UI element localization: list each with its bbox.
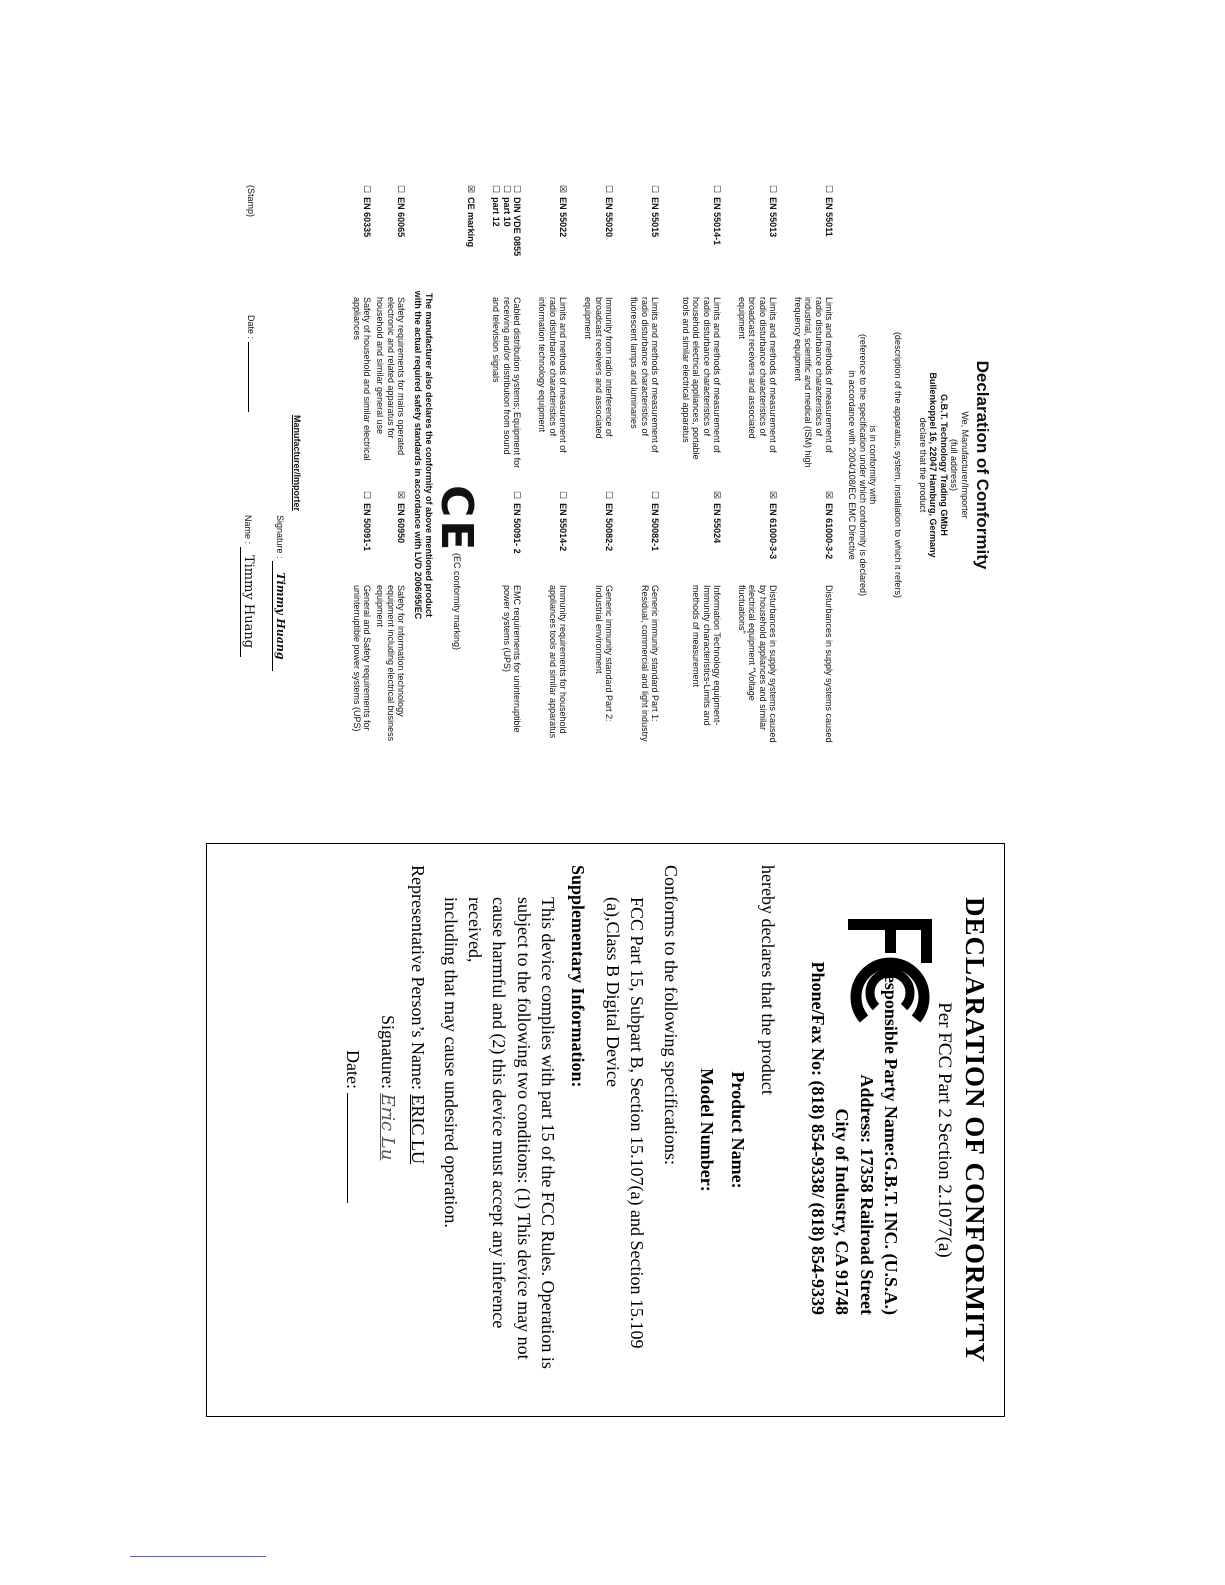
standard-code: EN 50082-2 [604, 503, 615, 552]
checkbox-icon: ☒ [396, 491, 407, 500]
eu-company-name: G.B.T. Technology Trading GMbH [938, 394, 949, 536]
eu-description-line: (description of the apparatus, system, installation to which it refers) [892, 331, 903, 599]
model-number-label: Model Number: [697, 1068, 718, 1192]
manufacturer-label: Manufacturer/Importer [292, 415, 302, 512]
din-part: part 12 [491, 197, 502, 227]
supplementary-text-1: This device complies with part 15 of the FCC Rules. Operation is [537, 897, 558, 1369]
checkbox-icon: ☐ [768, 185, 779, 194]
standard-code: EN 61000-3-3 [768, 503, 779, 560]
conforms-line: Conforms to the following specifications: [661, 865, 682, 1165]
standard-code: EN 60950 [396, 503, 407, 544]
spec-line-1: FCC Part 15, Subpart B, Section 15.107(a) and Section 15.109 [626, 897, 647, 1349]
lvd-line-2: with the actual required safety standards in accordance with LVD 2006/95/EC [413, 290, 424, 620]
standard-description: Disturbances in supply systems caused [824, 585, 835, 743]
fcc-subtitle: Per FCC Part 2 Section 2.1077(a) [933, 1002, 955, 1258]
standard-code: EN 50082-1 [650, 503, 661, 552]
checkbox-icon: ☐ [362, 491, 373, 500]
standard-code: EN 55020 [604, 197, 615, 238]
fcc-signature-handwriting: Eric Lu [377, 1093, 399, 1161]
fcc-title: DECLARATION OF CONFORMITY [960, 896, 990, 1363]
standard-description: Cabled distribution systems; Equipment for receiving and/or distribution from sound and television signals [491, 297, 523, 469]
name-value: Timmy Huang [240, 547, 256, 657]
fcc-signature-label: Signature: [378, 1015, 399, 1089]
standard-description: Immunity from radio interference of broadcast receivers and associated equipment [583, 297, 615, 439]
eu-manufacturer-line: We, Manufacturer/Importer [959, 411, 970, 519]
standard-code: EN 55022 [558, 197, 569, 238]
standard-code: EN 55024 [712, 503, 723, 544]
signature-label: Signature : [275, 515, 285, 559]
city-value: City of Industry, CA 91748 [832, 1108, 853, 1315]
eu-standard-row [660, 185, 722, 745]
din-part: part 10 [501, 197, 512, 227]
party-value: G.B.T. INC. (U.S.A.) [881, 1156, 901, 1315]
standard-description: Safety requirements for mains operated electronic and related apparatus for household and similar general use [375, 297, 407, 456]
standard-code: EN 55014-2 [558, 503, 569, 552]
eu-reference-line: (reference to the specification under which conformity is declared) [857, 333, 868, 597]
standard-code: EN 55015 [650, 197, 661, 238]
address-value: 17358 Railroad Street [856, 1147, 877, 1315]
standard-description: Limits and methods of measurement of radio disturbance characteristics of industrial, scientific and medical (ISM) high frequency equipment [792, 297, 835, 468]
standard-description: Immunity requirements for household appliances tools and similar apparatus [547, 585, 569, 739]
declares-line: hereby declares that the product [758, 865, 778, 1095]
date-label: Date : [246, 315, 256, 340]
checkbox-icon: ☐ [396, 185, 407, 194]
standard-code: DIN VDE 0855 [512, 197, 523, 257]
supplementary-text-2: subject to the following two conditions: (1) This device may not [513, 897, 534, 1360]
spec-line-2: (a),Class B Digital Device [602, 897, 623, 1087]
eu-title: Declaration of Conformity [973, 360, 992, 570]
standard-code: EN 60065 [396, 197, 407, 238]
eu-standards-list [342, 185, 834, 745]
eu-directive-line: in accordance with 2004/108/EC EMC Directive [847, 370, 858, 560]
responsible-party-block [806, 935, 903, 1315]
representative-name: ERIC LU [408, 1094, 429, 1164]
checkbox-icon: ☐ [362, 185, 373, 194]
eu-full-address-line: (full address) [949, 438, 960, 492]
standard-code: EN 55014-1 [712, 197, 723, 246]
eu-safety-row [342, 185, 372, 745]
signature-handwriting: Timmy Huang [272, 561, 286, 671]
standard-description: Limits and methods of measurement of radio disturbance characteristics of broadcast receivers and associated equipment [736, 297, 779, 453]
checkbox-icon: ☒ [466, 185, 477, 194]
standard-description: Limits and methods of measurement of radio disturbance characteristics of fluorescent lamps and luminaries [629, 297, 661, 453]
standard-description: Information Technology equipment-Immunity characteristics-Limits and methods of measurement [691, 585, 723, 726]
eu-standard-row [614, 185, 660, 745]
supplementary-text-4: including that may cause undesired operation. [440, 897, 461, 1228]
standard-code: EN 50091- 2 [512, 503, 523, 554]
eu-standard-row [722, 185, 778, 745]
checkbox-icon: ☒ [558, 185, 569, 194]
ce-marking-label: CE marking [466, 197, 477, 248]
eu-standard-row [778, 185, 834, 745]
product-name-label: Product Name: [727, 1071, 748, 1189]
fcc-body [341, 865, 780, 1395]
eu-header [846, 185, 992, 745]
representative-label: Representative Person’s Name: [408, 865, 429, 1090]
standard-code: EN 55011 [824, 197, 835, 237]
supplementary-label: Supplementary Information: [568, 865, 589, 1088]
ce-mark-icon: CE [431, 485, 483, 554]
phone-value: (818) 854-9338/ (818) 854-9339 [808, 1080, 829, 1315]
checkbox-icon: ☒ [768, 491, 779, 500]
checkbox-icon: ☒ [824, 491, 835, 500]
checkbox-icon: ☐ [824, 185, 835, 194]
lvd-declaration [406, 185, 434, 745]
standard-description: Generic immunity standard Part 2: Industrial environment [593, 585, 615, 722]
footer-link-underline[interactable] [130, 1556, 266, 1557]
standard-description: Limits and methods of measurement of radio disturbance characteristics of household electrical appliances, portable tools and similar electrical apparatus [680, 297, 723, 460]
eu-standard-row [522, 185, 568, 745]
standard-description: Safety for information technology equipment including electrical business equipment [375, 585, 407, 742]
eu-signature-area [232, 185, 302, 745]
standard-description: Generic immunity standard Part 1: Residual, commercial and light industry [639, 585, 661, 742]
checkbox-icon: ☐ [604, 185, 615, 194]
standard-code: EN 55013 [768, 197, 779, 238]
eu-standard-row [476, 185, 522, 745]
standard-code: EN 60335 [362, 197, 373, 238]
supplementary-text-3: cause harmful and (2) this device must accept any inference received, [465, 897, 510, 1329]
checkbox-icon: ☐ [512, 185, 523, 194]
stamp-label: (Stamp) [246, 185, 256, 218]
name-label: Name : [243, 515, 253, 545]
standard-code: EN 61000-3-2 [824, 503, 835, 560]
phone-label: Phone/Fax No: [808, 961, 829, 1077]
address-label: Address: [856, 1074, 877, 1144]
fcc-declaration [215, 865, 995, 1395]
lvd-line-1: The manufacturer also declares the conformity of above mentioned product [424, 292, 435, 618]
checkbox-icon: ☐ [650, 491, 661, 500]
eu-conformity-line: is in conformity with [868, 425, 879, 505]
fcc-date-label: Date: [342, 1050, 363, 1089]
fcc-date-line [347, 1093, 348, 1203]
standard-description: Safety of household and similar electrical appliances [351, 297, 373, 461]
checkbox-icon: ☐ [650, 185, 661, 194]
standard-description: Disturbances in supply systems caused by household appliances and similar electrical equipment "Voltage fluctuations" [736, 585, 779, 743]
ce-caption: (EC conformity marking) [452, 553, 463, 651]
party-label: Responsible Party Name: [881, 961, 901, 1157]
checkbox-icon: ☐ [501, 185, 512, 194]
eu-company-address: Bullenkoppel 16, 22047 Hamburg, Germany [928, 372, 939, 558]
checkbox-icon: ☐ [712, 185, 723, 194]
checkbox-icon: ☐ [604, 491, 615, 500]
standard-code: EN 50091-1 [362, 503, 373, 552]
standard-description: General and Safety requirements for uninterruptible power systems (UPS) [351, 585, 373, 732]
checkbox-icon: ☐ [491, 185, 502, 194]
standard-description: EMC requirements for uninterruptible power systems (UPS) [501, 585, 523, 733]
eu-declare-line: declare that the product [917, 417, 928, 513]
ce-marking-row [431, 185, 483, 745]
checkbox-icon: ☐ [558, 491, 569, 500]
eu-standard-row [568, 185, 614, 745]
eu-safety-row [372, 185, 406, 745]
standard-description: Limits and methods of measurement of radio disturbance characteristics of information technology equipment [537, 297, 569, 453]
date-line [248, 342, 249, 412]
checkbox-icon: ☒ [712, 491, 723, 500]
eu-declaration [232, 185, 992, 745]
checkbox-icon: ☐ [512, 491, 523, 500]
